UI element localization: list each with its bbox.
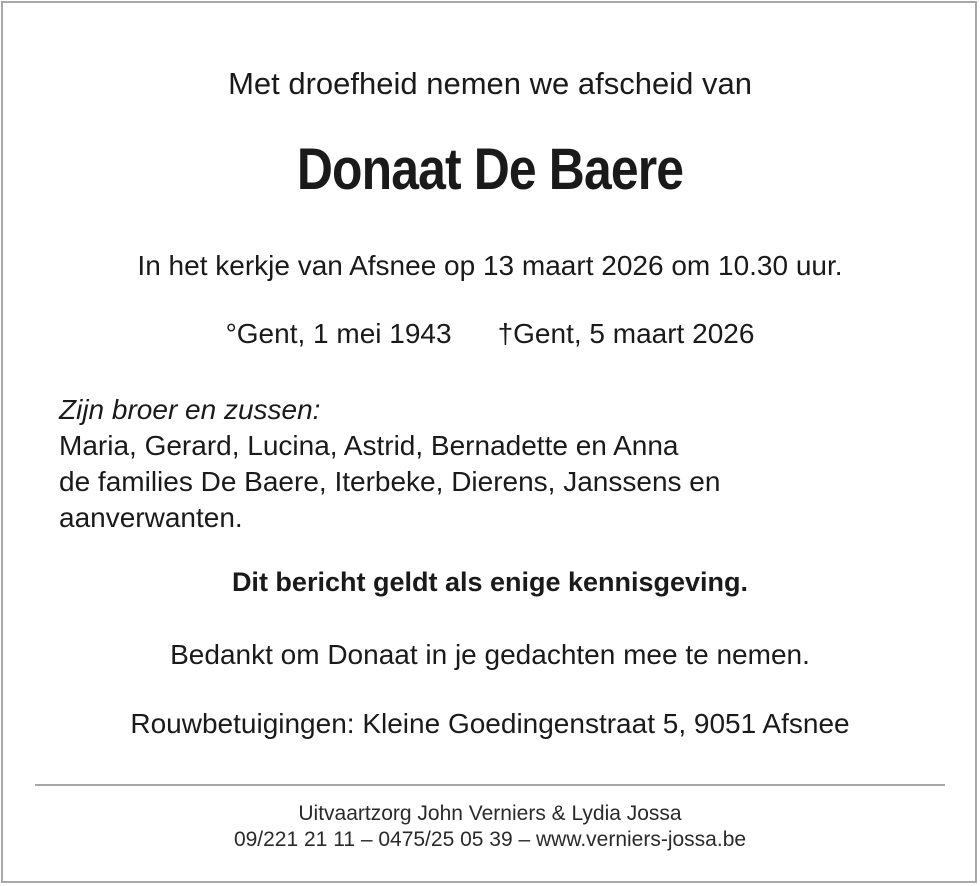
death-date: †Gent, 5 maart 2026 — [497, 318, 755, 349]
family-line: de families De Baere, Iterbeke, Dierens, Janssens en — [59, 466, 721, 497]
family-heading: Zijn broer en zussen: — [59, 394, 321, 425]
deceased-name: Donaat De Baere — [296, 137, 684, 202]
birth-date: °Gent, 1 mei 1943 — [225, 318, 452, 349]
footer-divider — [35, 784, 945, 786]
thanks-text: Bedankt om Donaat in je gedachten mee te nemen. — [170, 639, 810, 670]
funeral-home-contact: 09/221 21 11 – 0475/25 05 39 – www.verniers-jossa.be — [233, 828, 747, 851]
intro-text: Met droefheid nemen we afscheid van — [228, 66, 752, 101]
condolences-address: Rouwbetuigingen: Kleine Goedingenstraat 5, 9051 Afsnee — [130, 708, 850, 739]
funeral-home: Uitvaartzorg John Verniers & Lydia Jossa — [298, 802, 682, 825]
family-line: aanverwanten. — [59, 502, 243, 533]
official-notice: Dit bericht geldt als enige kennisgeving. — [231, 567, 749, 597]
family-line: Maria, Gerard, Lucina, Astrid, Bernadette en Anna — [59, 430, 679, 461]
family-section — [59, 392, 720, 536]
life-dates — [0, 318, 980, 350]
ceremony-details: In het kerkje van Afsnee op 13 maart 2026 om 10.30 uur. — [137, 250, 843, 281]
